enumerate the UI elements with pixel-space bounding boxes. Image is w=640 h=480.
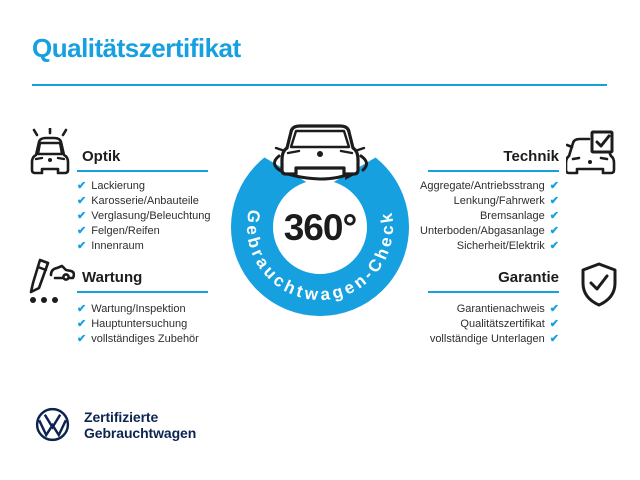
- section-garantie: [428, 268, 559, 347]
- check-icon: ✔: [77, 210, 87, 222]
- list-item: [428, 302, 559, 317]
- title-rule: [32, 84, 607, 86]
- list-item: [77, 209, 211, 224]
- section-wartung: [77, 268, 208, 347]
- check-icon: ✔: [77, 225, 87, 237]
- list-item-label: Lackierung: [91, 180, 146, 192]
- list-item-label: Innenraum: [91, 240, 144, 252]
- list-item-label: Garantienachweis: [456, 303, 545, 315]
- list-item: [77, 317, 208, 332]
- garantie-list: [428, 302, 559, 347]
- list-item: [428, 209, 559, 224]
- section-title-garantie: Garantie: [498, 269, 559, 286]
- vw-logo: [35, 407, 70, 442]
- page-title: Qualitätszertifikat: [32, 33, 241, 63]
- section-underline: [428, 170, 559, 172]
- check-icon: ✔: [77, 180, 87, 192]
- shining-car-icon: [25, 128, 75, 178]
- check-icon: ✔: [77, 333, 87, 345]
- section-underline: [77, 291, 208, 293]
- check-icon: ✔: [549, 240, 559, 252]
- list-item-label: Bremsanlage: [479, 210, 545, 222]
- section-underline: [428, 291, 559, 293]
- section-technik: [420, 147, 559, 254]
- list-item: [420, 224, 559, 239]
- list-item: [77, 332, 208, 347]
- list-item-label: vollständiges Zubehör: [91, 333, 199, 345]
- technik-list: [420, 179, 559, 254]
- check-icon: ✔: [549, 195, 559, 207]
- wartung-list: [77, 302, 208, 347]
- list-item-label: Lenkung/Fahrwerk: [453, 195, 545, 207]
- list-item-label: Sicherheit/Elektrik: [456, 240, 545, 252]
- list-item-label: Qualitätszertifikat: [460, 318, 545, 330]
- car-checkbox-icon: [566, 130, 616, 176]
- list-item-label: Karosserie/Anbauteile: [91, 195, 199, 207]
- list-item-label: Unterboden/Abgasanlage: [420, 225, 545, 237]
- list-item: [77, 194, 208, 209]
- list-item: [77, 302, 208, 317]
- list-item: [420, 179, 559, 194]
- list-item-label: Wartung/Inspektion: [91, 303, 186, 315]
- 360-check-emblem: [225, 120, 415, 320]
- section-underline: [77, 170, 208, 172]
- check-icon: ✔: [77, 240, 87, 252]
- list-item-label: vollständige Unterlagen: [429, 333, 545, 345]
- list-item-label: Felgen/Reifen: [91, 225, 160, 237]
- list-item: [77, 224, 208, 239]
- check-icon: ✔: [77, 303, 87, 315]
- check-icon: ✔: [549, 225, 559, 237]
- list-item: [77, 179, 208, 194]
- section-title-technik: Technik: [503, 148, 559, 165]
- list-item: [428, 194, 559, 209]
- list-item: [428, 317, 559, 332]
- check-icon: ✔: [549, 303, 559, 315]
- list-item: [428, 332, 559, 347]
- degrees-label: 360°: [283, 207, 357, 248]
- check-icon: ✔: [549, 180, 559, 192]
- list-item: [77, 239, 208, 254]
- shield-check-icon: [580, 262, 618, 307]
- check-icon: ✔: [549, 210, 559, 222]
- list-item: [428, 239, 559, 254]
- footer-line2: Gebrauchtwagen: [84, 424, 197, 441]
- check-icon: ✔: [77, 195, 87, 207]
- section-optik: [77, 147, 211, 254]
- section-title-optik: Optik: [82, 148, 121, 165]
- list-item-label: Aggregate/Antriebsstrang: [420, 180, 545, 192]
- section-title-wartung: Wartung: [82, 269, 143, 286]
- check-icon: ✔: [549, 318, 559, 330]
- ring-label: Gebrauchtwagen-Check: [242, 208, 398, 305]
- list-item-label: Verglasung/Beleuchtung: [91, 210, 211, 222]
- service-checklist-icon: [25, 258, 75, 308]
- check-icon: ✔: [549, 333, 559, 345]
- footer-brand-text: [84, 410, 196, 441]
- optik-list: [77, 179, 211, 254]
- list-item-label: Hauptuntersuchung: [91, 318, 188, 330]
- check-icon: ✔: [77, 318, 87, 330]
- footer-line1: Zertifizierte: [84, 409, 159, 425]
